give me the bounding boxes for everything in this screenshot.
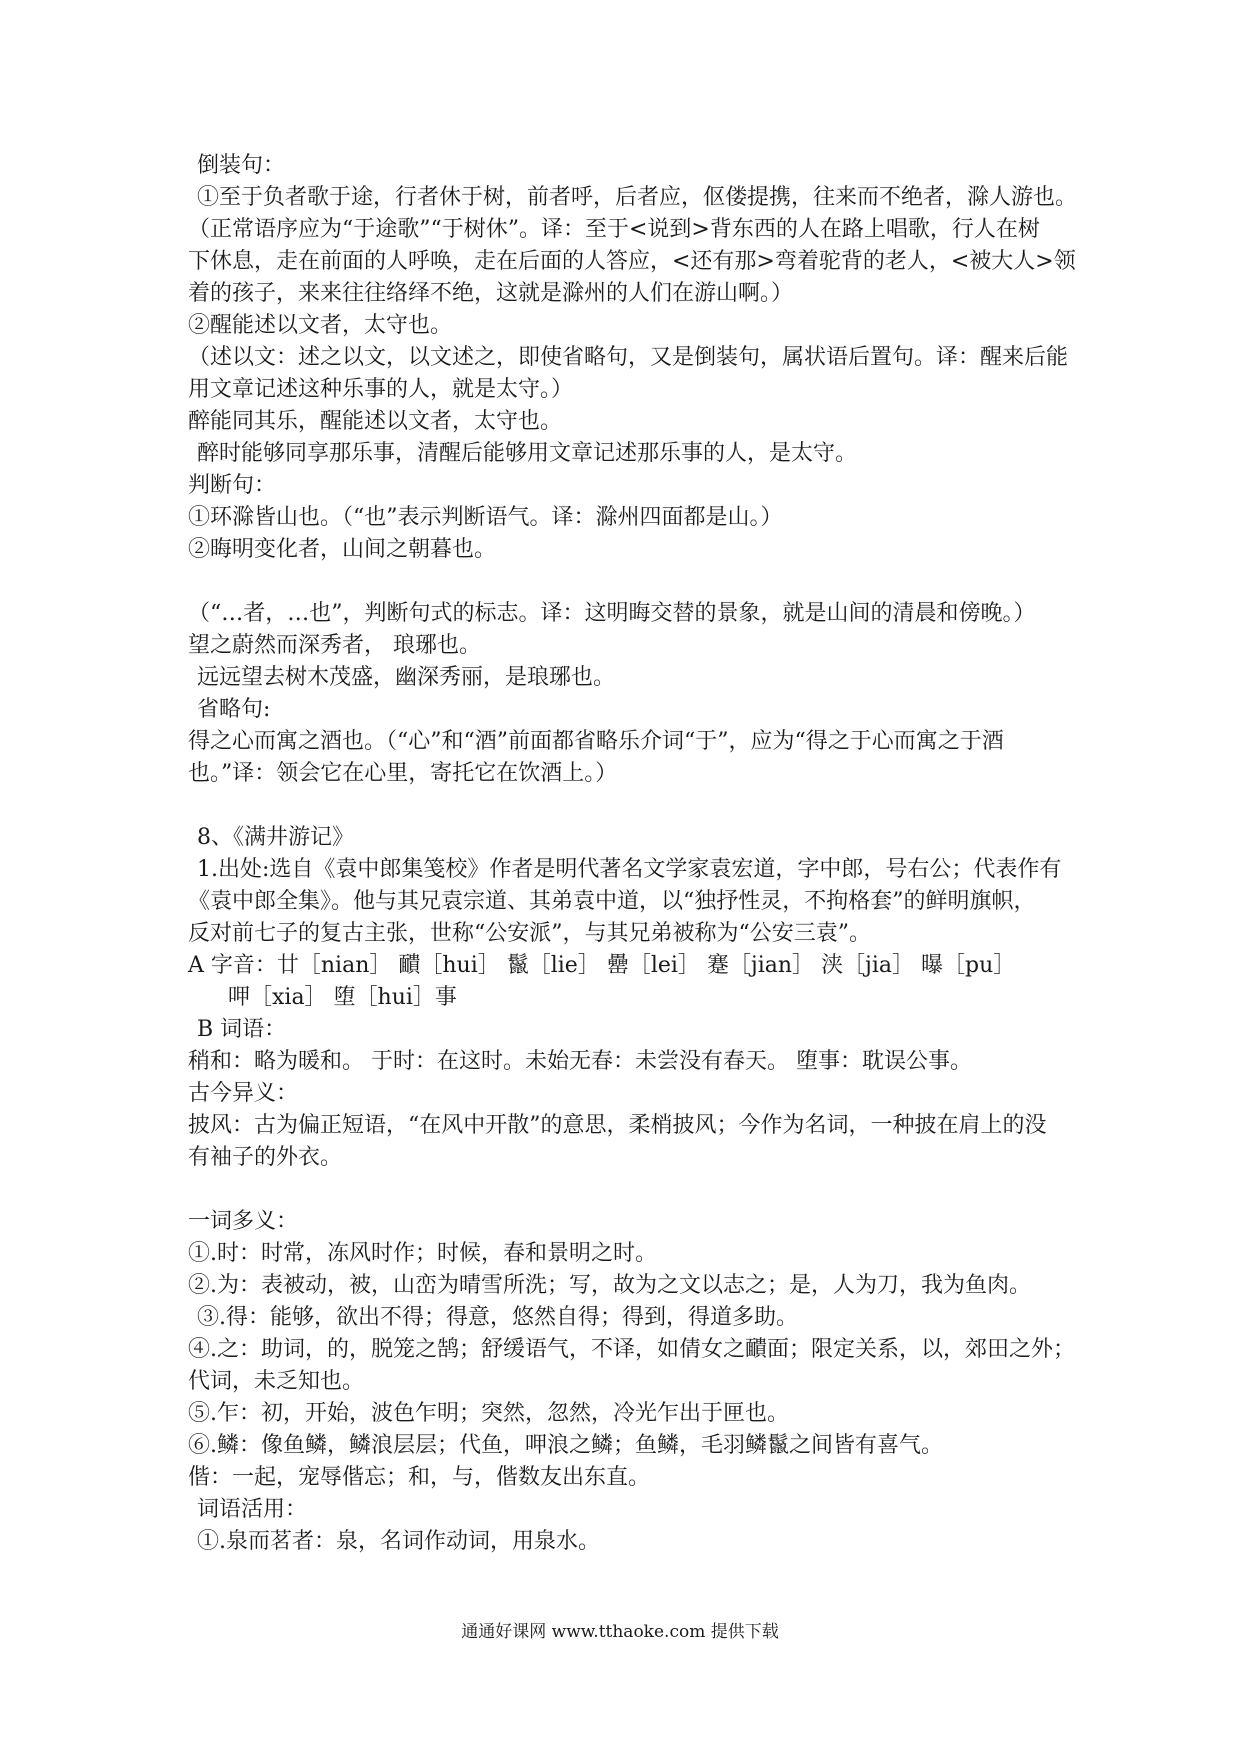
section-heading: 省略句: bbox=[197, 697, 271, 722]
text-line: 披风：古为偏正短语，“在风中开散”的意思，柔梢披风；今作为名词，一种披在肩上的没 bbox=[188, 1113, 1047, 1138]
text-line: 着的孩子，来来往往络绎不绝，这就是滁州的人们在游山啊。） bbox=[188, 281, 794, 306]
text-line: 醉时能够同享那乐事，清醒后能够用文章记述那乐事的人，是太守。 bbox=[197, 441, 858, 466]
text-line: （“…者，…也”，判断句式的标志。译：这明晦交替的景象，就是山间的清晨和傍晚。） bbox=[188, 601, 1036, 626]
text-line: 稍和：略为暖和。 于时：在这时。未始无春：未尝没有春天。 堕事：耽误公事。 bbox=[188, 1049, 972, 1074]
text-line: ①.时：时常，冻风时作；时候，春和景明之时。 bbox=[188, 1241, 657, 1266]
text-line: 反对前七子的复古主张，世称“公安派”，与其兄弟被称为“公安三袁”。 bbox=[188, 921, 871, 946]
text-line: ②醒能述以文者，太守也。 bbox=[188, 313, 453, 338]
section-heading: 判断句： bbox=[188, 473, 277, 498]
section-heading: 一词多义： bbox=[188, 1209, 299, 1234]
text-line: ①环滁皆山也。（“也”表示判断语气。译：滁州四面都是山。） bbox=[188, 505, 783, 530]
text-line: 远远望去树木茂盛，幽深秀丽，是琅琊也。 bbox=[197, 665, 616, 690]
text-line: A 字音：廿［nian］ 靧［hui］ 鬣［lie］ 罍［lei］ 蹇［jian］ 浃［jia］ 曝［pu］ bbox=[188, 953, 1016, 978]
text-line: ④.之：助词，的，脱笼之鹄；舒缓语气，不译，如倩女之靧面；限定关系，以，郊田之外； bbox=[188, 1337, 1075, 1362]
text-line: 1.出处:选自《袁中郎集笺校》作者是明代著名文学家袁宏道，字中郎，号右公；代表作有 bbox=[197, 857, 1062, 882]
text-line: 望之蔚然而深秀者， 琅琊也。 bbox=[188, 633, 481, 658]
text-line: 用文章记述这种乐事的人，就是太守。） bbox=[188, 377, 574, 402]
section-heading: 古今异义： bbox=[188, 1081, 299, 1106]
text-line: ③.得：能够，欲出不得；得意，悠然自得；得到，得道多助。 bbox=[197, 1305, 798, 1330]
text-line: 偕：一起，宠辱偕忘；和，与，偕数友出东直。 bbox=[188, 1465, 651, 1490]
text-line: ②.为：表被动，被，山峦为晴雪所洗；写，故为之文以志之；是，人为刀，我为鱼肉。 bbox=[188, 1273, 1031, 1298]
chapter-heading: 8、《满井游记》 bbox=[197, 825, 354, 850]
text-line: （述以文：述之以文，以文述之，即使省略句，又是倒装句，属状语后置句。译：醒来后能 bbox=[188, 345, 1069, 370]
text-line: （正常语序应为“于途歌”“于树休”。译：至于<说到>背东西的人在路上唱歌，行人在树 bbox=[188, 217, 1040, 242]
document-body bbox=[188, 150, 1078, 1558]
section-heading: 词语活用： bbox=[197, 1497, 308, 1522]
text-line: 有袖子的外衣。 bbox=[188, 1145, 343, 1170]
text-line: ②晦明变化者，山间之朝暮也。 bbox=[188, 537, 497, 562]
text-line: 下休息，走在前面的人呼唤，走在后面的人答应，<还有那>弯着驼背的老人，<被大人>领 bbox=[188, 249, 1076, 274]
text-line: 代词，未乏知也。 bbox=[188, 1369, 365, 1394]
text-line: ①至于负者歌于途，行者休于树，前者呼，后者应，伛偻提携，往来而不绝者，滁人游也。 bbox=[197, 185, 1078, 210]
text-line: 也。”译：领会它在心里，寄托它在饮酒上。） bbox=[188, 761, 618, 786]
text-line: 呷［xia］ 堕［hui］事 bbox=[228, 985, 457, 1010]
page-footer: 通通好课网 www.tthaoke.com 提供下载 bbox=[461, 1622, 779, 1642]
section-heading: 倒装句： bbox=[197, 153, 286, 178]
text-line: ⑥.鳞：像鱼鳞，鳞浪层层；代鱼，呷浪之鳞；鱼鳞，毛羽鳞鬣之间皆有喜气。 bbox=[188, 1433, 943, 1458]
text-line: 醉能同其乐，醒能述以文者，太守也。 bbox=[188, 409, 563, 434]
text-line: 得之心而寓之酒也。（“心”和“酒”前面都省略乐介词“于”，应为“得之于心而寓之于酒 bbox=[188, 729, 1004, 754]
text-line: 《袁中郎全集》。他与其兄袁宗道、其弟袁中道，以“独抒性灵，不拘格套”的鲜明旗帜， bbox=[188, 889, 1036, 914]
section-heading: B 词语： bbox=[197, 1017, 287, 1042]
text-line: ⑤.乍：初，开始，波色乍明；突然，忽然，冷光乍出于匣也。 bbox=[188, 1401, 789, 1426]
text-line: ①.泉而茗者：泉，名词作动词，用泉水。 bbox=[197, 1529, 600, 1554]
